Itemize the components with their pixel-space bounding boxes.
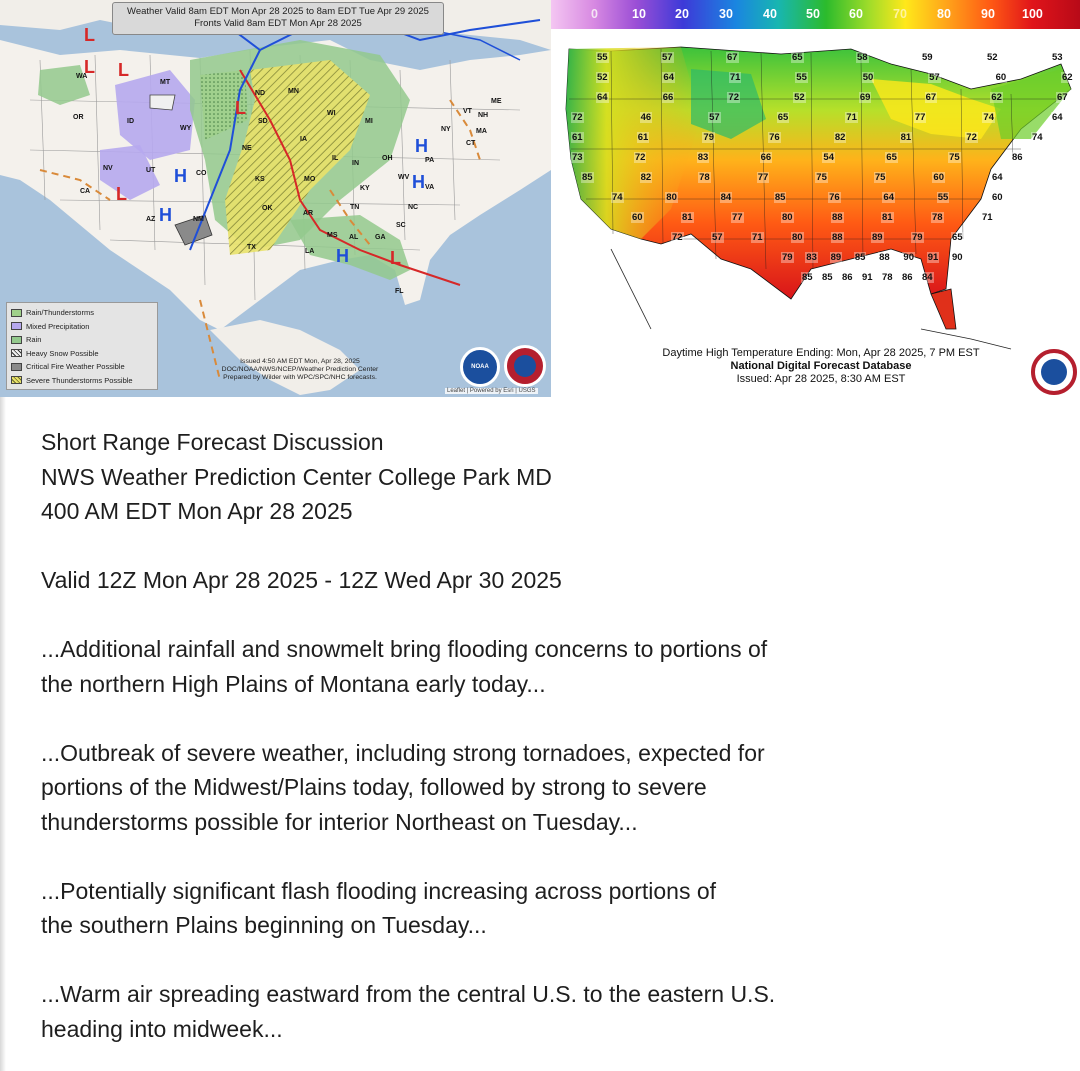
temperature-label: 64 bbox=[992, 172, 1003, 183]
temperature-label: 76 bbox=[769, 132, 780, 143]
high-pressure-symbol: H bbox=[159, 205, 172, 225]
discussion-headline: the southern Plains beginning on Tuesday... bbox=[41, 912, 487, 938]
scale-label: 20 bbox=[675, 7, 689, 21]
state-label: AZ bbox=[146, 216, 156, 223]
temperature-label: 91 bbox=[927, 252, 939, 263]
legend-swatch bbox=[11, 322, 22, 330]
temperature-label: 80 bbox=[666, 192, 677, 203]
temperature-label: 74 bbox=[983, 112, 994, 123]
scale-label: 100 bbox=[1022, 7, 1043, 21]
temperature-label: 60 bbox=[992, 192, 1003, 203]
state-label: OK bbox=[262, 205, 273, 212]
scale-label: 80 bbox=[937, 7, 951, 21]
temperature-labels bbox=[551, 0, 1080, 397]
temperature-label: 79 bbox=[782, 252, 793, 263]
temperature-label: 57 bbox=[712, 232, 723, 243]
temperature-label: 72 bbox=[966, 132, 977, 143]
discussion-headline: ...Potentially significant flash flooding increasing across portions of bbox=[41, 877, 717, 904]
temperature-label: 83 bbox=[806, 252, 817, 263]
temperature-label: 74 bbox=[612, 192, 623, 203]
state-label: WI bbox=[327, 110, 336, 117]
temperature-label: 64 bbox=[1052, 112, 1063, 123]
temperature-label: 77 bbox=[757, 172, 769, 183]
temperature-label: 75 bbox=[816, 172, 827, 183]
ndfd-caption-line2: National Digital Forecast Database bbox=[730, 360, 912, 372]
state-label: WY bbox=[180, 125, 192, 132]
legend-label: Critical Fire Weather Possible bbox=[26, 362, 125, 372]
temperature-label: 74 bbox=[1032, 132, 1043, 143]
temperature-label: 65 bbox=[952, 232, 963, 243]
scale-label: 40 bbox=[763, 7, 777, 21]
map-attribution[interactable]: Leaflet | Powered by Esri | USGS bbox=[447, 388, 536, 394]
discussion-issued-time: 400 AM EDT Mon Apr 28 2025 bbox=[41, 498, 353, 524]
state-label: TN bbox=[350, 204, 360, 211]
temperature-label: 81 bbox=[900, 132, 912, 143]
temperature-label: 71 bbox=[752, 232, 763, 243]
temperature-label: 67 bbox=[925, 92, 937, 103]
low-pressure-symbol: L bbox=[390, 248, 401, 268]
state-label: GA bbox=[375, 234, 386, 241]
low-pressure-symbol: L bbox=[84, 57, 95, 77]
temperature-label: 46 bbox=[640, 112, 652, 123]
state-label: KS bbox=[255, 176, 265, 183]
legend-label: Rain/Thunderstorms bbox=[26, 308, 94, 318]
temperature-label: 85 bbox=[582, 172, 593, 183]
scale-label: 0 bbox=[591, 7, 598, 21]
temperature-label: 71 bbox=[729, 72, 741, 83]
scroll-edge bbox=[0, 397, 6, 1071]
state-label: NV bbox=[103, 165, 113, 172]
temperature-label: 72 bbox=[672, 232, 683, 243]
legend-swatch bbox=[11, 376, 22, 384]
temperature-label: 79 bbox=[912, 232, 923, 243]
scale-label: 60 bbox=[849, 7, 863, 21]
wpc-title-line2: Fronts Valid 8am EDT Mon Apr 28 2025 bbox=[194, 18, 362, 29]
state-label: VA bbox=[425, 184, 435, 191]
temperature-label: 53 bbox=[1052, 52, 1063, 63]
low-pressure-symbol: L bbox=[116, 184, 127, 204]
ndfd-caption bbox=[611, 347, 1031, 386]
temperature-label: 78 bbox=[699, 172, 710, 183]
temperature-label: 52 bbox=[987, 52, 998, 63]
legend-label: Rain bbox=[26, 335, 42, 345]
temperature-label: 66 bbox=[760, 152, 772, 163]
temperature-label: 52 bbox=[597, 72, 608, 83]
state-label: MA bbox=[476, 128, 487, 135]
temperature-label: 55 bbox=[796, 72, 807, 83]
temperature-label: 64 bbox=[597, 92, 608, 103]
state-label: LA bbox=[305, 248, 315, 255]
state-label: MN bbox=[288, 88, 299, 95]
temperature-label: 90 bbox=[952, 252, 963, 263]
state-label: MI bbox=[365, 118, 373, 125]
nws-logo-inner bbox=[1041, 359, 1067, 385]
state-label: AR bbox=[303, 210, 314, 217]
low-pressure-symbol: L bbox=[118, 60, 129, 80]
legend-item bbox=[11, 347, 153, 361]
wpc-title-line1: Weather Valid 8am EDT Mon Apr 28 2025 to 8am EDT Tue Apr 29 2025 bbox=[127, 6, 429, 17]
temperature-label: 86 bbox=[1012, 152, 1023, 163]
temperature-label: 61 bbox=[637, 132, 649, 143]
state-label: ID bbox=[127, 118, 134, 125]
temperature-label: 57 bbox=[929, 72, 940, 83]
temperature-label: 57 bbox=[662, 52, 673, 63]
temperature-label: 82 bbox=[834, 132, 846, 143]
legend-swatch bbox=[11, 336, 22, 344]
legend-label: Severe Thunderstorms Possible bbox=[26, 375, 133, 385]
forecast-images bbox=[0, 0, 1080, 397]
high-pressure-symbol: H bbox=[336, 246, 349, 266]
wpc-issued-info bbox=[200, 358, 400, 382]
scale-label: 10 bbox=[632, 7, 646, 21]
temperature-label: 72 bbox=[572, 112, 583, 123]
legend-item bbox=[11, 360, 153, 374]
discussion-valid-period: Valid 12Z Mon Apr 28 2025 - 12Z Wed Apr 30 2025 bbox=[41, 567, 562, 593]
discussion-headline: the northern High Plains of Montana early today... bbox=[41, 670, 546, 697]
discussion-headline: portions of the Midwest/Plains today, followed by strong to severe bbox=[41, 774, 707, 800]
forecast-discussion bbox=[41, 425, 1041, 1046]
temperature-label: 64 bbox=[663, 72, 674, 83]
temperature-label: 78 bbox=[932, 212, 943, 223]
nws-logo bbox=[1031, 349, 1077, 395]
state-label: TX bbox=[247, 244, 256, 251]
discussion-headline: ...Warm air spreading eastward from the central U.S. to the eastern U.S. bbox=[41, 981, 776, 1007]
temperature-label: 72 bbox=[634, 152, 646, 163]
temperature-label: 52 bbox=[794, 92, 805, 103]
ndfd-temperature-map bbox=[551, 0, 1080, 397]
scale-label: 30 bbox=[719, 7, 733, 21]
temperature-label: 85 bbox=[854, 252, 866, 263]
noaa-logo bbox=[460, 347, 500, 387]
temperature-label: 90 bbox=[903, 252, 914, 263]
temperature-label: 58 bbox=[857, 52, 868, 63]
state-label: NC bbox=[408, 204, 419, 211]
state-label: NH bbox=[478, 112, 489, 119]
ndfd-caption-line3: Issued: Apr 28 2025, 8:30 AM EST bbox=[736, 373, 906, 385]
discussion-headline: ...Additional rainfall and snowmelt bring flooding concerns to portions of bbox=[41, 636, 768, 662]
state-label: CA bbox=[80, 188, 91, 195]
temperature-label: 75 bbox=[874, 172, 886, 183]
noaa-logo-text: NOAA bbox=[471, 364, 489, 370]
temperature-label: 79 bbox=[703, 132, 714, 143]
temperature-label: 64 bbox=[883, 192, 894, 203]
temperature-label: 62 bbox=[1062, 72, 1073, 83]
temperature-label: 60 bbox=[933, 172, 944, 183]
temperature-label: 54 bbox=[823, 152, 834, 163]
temperature-label: 91 bbox=[862, 272, 873, 283]
wpc-map-title bbox=[112, 2, 444, 35]
temperature-label: 57 bbox=[709, 112, 720, 123]
state-label: UT bbox=[146, 167, 156, 174]
discussion-headline: ...Outbreak of severe weather, including strong tornadoes, expected for bbox=[41, 739, 765, 766]
state-label: SC bbox=[396, 222, 406, 229]
temperature-label: 65 bbox=[777, 112, 789, 123]
legend-item bbox=[11, 320, 153, 334]
discussion-office: NWS Weather Prediction Center College Park MD bbox=[41, 463, 552, 490]
temperature-label: 86 bbox=[842, 272, 853, 283]
wpc-forecast-map bbox=[0, 0, 551, 397]
temperature-label: 61 bbox=[572, 132, 583, 143]
low-pressure-symbol: L bbox=[84, 25, 95, 45]
state-label: SD bbox=[258, 118, 268, 125]
state-label: ND bbox=[255, 90, 266, 97]
temperature-label: 71 bbox=[846, 112, 857, 123]
temperature-label: 88 bbox=[832, 232, 843, 243]
state-label: MO bbox=[304, 176, 316, 183]
state-label: NE bbox=[242, 145, 252, 152]
temperature-label: 80 bbox=[782, 212, 793, 223]
legend-swatch bbox=[11, 309, 22, 317]
state-label: NY bbox=[441, 126, 451, 133]
state-label: MT bbox=[160, 79, 171, 86]
temperature-label: 65 bbox=[886, 152, 897, 163]
temperature-label: 81 bbox=[682, 212, 693, 223]
high-pressure-symbol: H bbox=[174, 166, 187, 186]
state-label: WA bbox=[76, 73, 88, 80]
state-label: CO bbox=[196, 170, 207, 177]
state-label: FL bbox=[395, 288, 404, 295]
scale-label: 90 bbox=[981, 7, 995, 21]
legend-item bbox=[11, 333, 153, 347]
legend-item bbox=[11, 306, 153, 320]
high-pressure-symbol: H bbox=[415, 136, 428, 156]
low-pressure-symbol: L bbox=[235, 98, 246, 118]
temperature-label: 55 bbox=[937, 192, 949, 203]
legend-swatch bbox=[11, 363, 22, 371]
discussion-headline: heading into midweek... bbox=[41, 1015, 283, 1042]
temperature-label: 77 bbox=[914, 112, 926, 123]
state-label: WV bbox=[398, 174, 410, 181]
wpc-legend bbox=[6, 302, 158, 390]
state-label: IA bbox=[300, 136, 307, 143]
state-label: AL bbox=[349, 234, 359, 241]
temperature-label: 67 bbox=[1057, 92, 1068, 103]
temperature-label: 82 bbox=[640, 172, 652, 183]
temperature-label: 71 bbox=[982, 212, 993, 223]
temperature-label: 88 bbox=[832, 212, 843, 223]
temperature-label: 69 bbox=[859, 92, 871, 103]
temperature-label: 84 bbox=[720, 192, 732, 203]
temperature-label: 55 bbox=[597, 52, 608, 63]
legend-swatch bbox=[11, 349, 22, 357]
state-label: KY bbox=[360, 185, 370, 192]
scale-label: 50 bbox=[806, 7, 820, 21]
temperature-label: 60 bbox=[632, 212, 643, 223]
temperature-label: 59 bbox=[922, 52, 933, 63]
temperature-label: 84 bbox=[922, 272, 933, 283]
issued-line: DOC/NOAA/NWS/NCEP/Weather Prediction Center bbox=[221, 366, 379, 373]
temperature-label: 86 bbox=[902, 272, 913, 283]
temperature-label: 73 bbox=[572, 152, 583, 163]
high-pressure-symbol: H bbox=[412, 172, 425, 192]
temperature-label: 89 bbox=[830, 252, 842, 263]
state-label: CT bbox=[466, 140, 476, 147]
state-label: IL bbox=[332, 155, 339, 162]
state-label: PA bbox=[425, 157, 435, 164]
temperature-label: 83 bbox=[697, 152, 709, 163]
discussion-heading: Short Range Forecast Discussion bbox=[41, 429, 384, 455]
state-label: OH bbox=[382, 155, 393, 162]
state-label: ME bbox=[491, 98, 502, 105]
temperature-label: 62 bbox=[991, 92, 1002, 103]
temperature-label: 77 bbox=[732, 212, 743, 223]
temperature-label: 85 bbox=[774, 192, 786, 203]
temperature-label: 81 bbox=[882, 212, 893, 223]
nws-logo-inner bbox=[514, 355, 536, 377]
state-label: IN bbox=[352, 160, 359, 167]
state-label: MS bbox=[327, 232, 338, 239]
legend-label: Heavy Snow Possible bbox=[26, 348, 99, 358]
temperature-label: 65 bbox=[792, 52, 803, 63]
temperature-label: 76 bbox=[829, 192, 840, 203]
issued-line: Prepared by Wilder with WPC/SPC/NHC forecasts. bbox=[223, 374, 377, 381]
state-label: VT bbox=[463, 108, 472, 115]
temperature-label: 75 bbox=[949, 152, 960, 163]
ndfd-caption-line1: Daytime High Temperature Ending: Mon, Apr 28 2025, 7 PM EST bbox=[662, 347, 980, 359]
state-label: NM bbox=[193, 216, 204, 223]
temperature-label: 72 bbox=[728, 92, 739, 103]
temperature-label: 67 bbox=[727, 52, 738, 63]
nws-logo bbox=[504, 345, 546, 387]
legend-label: Mixed Precipitation bbox=[26, 321, 90, 331]
temperature-label: 80 bbox=[792, 232, 803, 243]
temperature-label: 50 bbox=[862, 72, 874, 83]
temperature-label: 85 bbox=[822, 272, 833, 283]
state-label: OR bbox=[73, 114, 84, 121]
discussion-headline: thunderstorms possible for interior Northeast on Tuesday... bbox=[41, 808, 638, 835]
temperature-label: 60 bbox=[995, 72, 1007, 83]
temperature-label: 85 bbox=[802, 272, 813, 283]
legend-item bbox=[11, 374, 153, 388]
temperature-label: 89 bbox=[872, 232, 883, 243]
temperature-label: 78 bbox=[882, 272, 893, 283]
scale-label: 70 bbox=[893, 7, 907, 21]
issued-line: Issued 4:50 AM EDT Mon, Apr 28, 2025 bbox=[240, 358, 360, 365]
temperature-label: 66 bbox=[662, 92, 674, 103]
temperature-label: 88 bbox=[879, 252, 890, 263]
